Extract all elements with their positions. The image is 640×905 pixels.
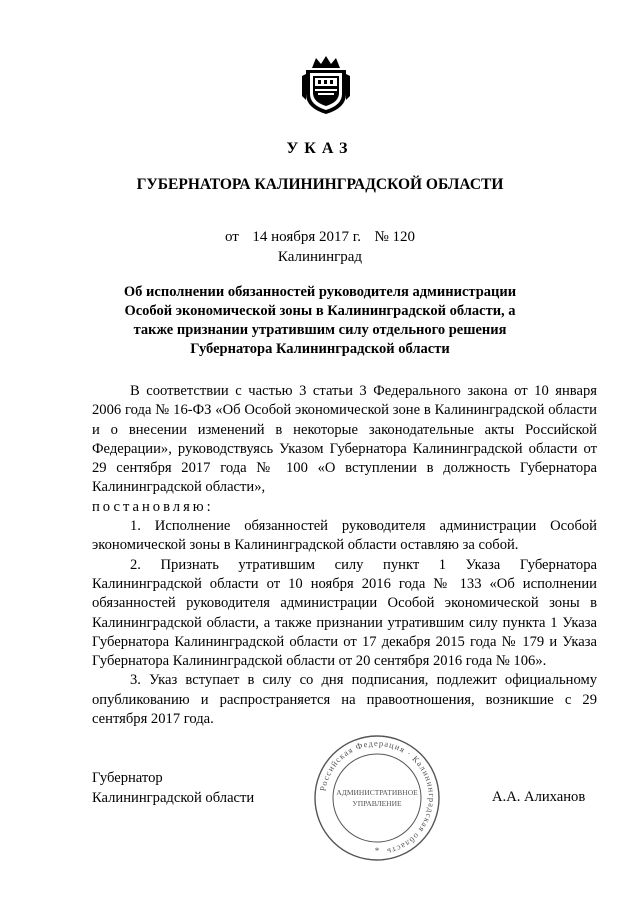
document-subtitle: ГУБЕРНАТОРА КАЛИНИНГРАДСКОЙ ОБЛАСТИ (136, 176, 504, 193)
item-3-paragraph: 3. Указ вступает в силу со дня подписания, подлежит официальному опубликованию и распространяется на правоотношения, возникшие с 29 сентября 2017 года. (92, 672, 597, 728)
svg-text:*: * (374, 846, 380, 856)
document-city: Калининград (277, 249, 363, 265)
signer-title-line2: Калининградской области (92, 790, 255, 806)
svg-text:Российская Федерация · Калинин (317, 738, 437, 857)
document-number: № 120 (374, 229, 416, 245)
document-title: УКАЗ (286, 140, 354, 157)
stamp-outer-text: Российская Федерация · Калининградская область (317, 737, 438, 858)
date-prefix: от (224, 229, 239, 245)
date-line (0, 229, 640, 246)
item-1-paragraph: 1. Исполнение обязанностей руководителя администрации Особой экономической зоны в Калининградской области оставляю за собой. (92, 518, 597, 554)
document-body (92, 382, 597, 729)
item-2-paragraph: 2. Признать утратившим силу пункт 1 Указа Губернатора Калининградской области от 10 ноября 2016 года № 133 «Об исполнении обязанностей руководителя администрации Особой экономической зоны в Калининградской области, а также признании утратившим силу пункта 1 Указа Губернатора Калининградской области от 17 декабря 2015 года № 179 и Указа Губернатора Калининградской области от 20 сентября 2016 года № 106». (92, 556, 597, 670)
document-heading: Об исполнении обязанностей руководителя администрации Особой экономической зоны в Калининградской области, а также признании утратившим силу отдельного решения Губернатора Калининградской области (123, 284, 517, 357)
coat-of-arms-icon (300, 54, 352, 116)
official-seal-icon (312, 733, 442, 863)
signer-title-line1: Губернатор (92, 770, 163, 786)
signer-name: А.А. Алиханов (492, 789, 586, 805)
preamble-paragraph: В соответствии с частью 3 статьи 3 Федерального закона от 10 января 2006 года № 16-ФЗ «Об Особой экономической зоне в Калининградской области и о внесении изменений в некоторые законодательные акты Российской Федерации», руководствуясь Указом Губернатора Калининградской области от 29 сентября 2017 года № 100 «О вступлении в должность Губернатора Калининградской области», (92, 383, 597, 496)
signer-title (92, 768, 254, 808)
decree-word: постановляю: (92, 498, 214, 515)
document-date: 14 ноября 2017 г. (252, 229, 361, 245)
stamp-inner-line2: УПРАВЛЕНИЕ (352, 799, 402, 808)
stamp-inner-line1: АДМИНИСТРАТИВНОЕ (336, 788, 418, 797)
